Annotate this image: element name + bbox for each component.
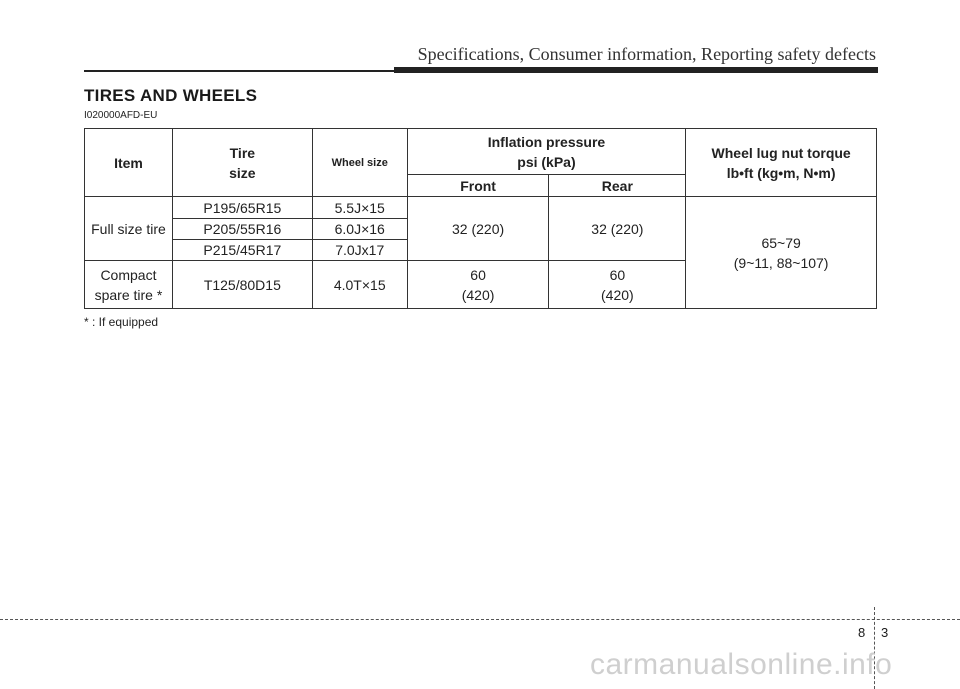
header-lug-line2: lb•ft (kg•m, N•m) xyxy=(726,164,836,181)
wheel-size-cell: 7.0Jx17 xyxy=(312,240,407,261)
compact-tire-size: T125/80D15 xyxy=(172,261,312,309)
table-row xyxy=(85,197,877,219)
compact-spare-label xyxy=(85,261,173,309)
compact-front-line2: (420) xyxy=(461,286,495,303)
compact-rear-line2: (420) xyxy=(601,286,634,303)
header-tire-size-line1: Tire xyxy=(229,144,256,161)
compact-rear-line1: 60 xyxy=(609,266,626,283)
wheel-size-cell: 5.5J×15 xyxy=(312,197,407,219)
lug-torque-value xyxy=(686,197,877,309)
bottom-dashed-rule xyxy=(0,619,960,620)
lug-torque-line2: (9~11, 88~107) xyxy=(733,254,829,271)
header-rule xyxy=(84,70,394,72)
header-tire-size xyxy=(172,129,312,197)
compact-front-line1: 60 xyxy=(470,266,486,283)
tire-size-cell: P205/55R16 xyxy=(172,219,312,240)
footnote: * : If equipped xyxy=(84,315,159,329)
header-tire-size-line2: size xyxy=(229,164,256,181)
header-inflation-line2: psi (kPa) xyxy=(517,153,576,170)
compact-label-line2: spare tire * xyxy=(94,286,163,303)
tire-size-cell: P215/45R17 xyxy=(172,240,312,261)
running-header: Specifications, Consumer information, Reporting safety defects xyxy=(417,44,876,64)
tires-wheels-table xyxy=(84,128,877,309)
full-size-front-pressure: 32 (220) xyxy=(407,197,549,261)
watermark: carmanualsonline.info xyxy=(590,648,893,681)
compact-wheel-size: 4.0T×15 xyxy=(312,261,407,309)
tire-size-cell: P195/65R15 xyxy=(172,197,312,219)
header-rear: Rear xyxy=(549,175,686,197)
page-number: 3 xyxy=(881,625,889,640)
compact-rear-pressure xyxy=(549,261,686,309)
compact-front-pressure xyxy=(407,261,549,309)
lug-torque-line1: 65~79 xyxy=(761,234,801,251)
header-lug-line1: Wheel lug nut torque xyxy=(711,144,851,161)
header-inflation xyxy=(407,129,686,175)
section-code: I020000AFD-EU xyxy=(84,110,158,121)
header-item: Item xyxy=(85,129,173,197)
wheel-size-cell: 6.0J×16 xyxy=(312,219,407,240)
full-size-rear-pressure: 32 (220) xyxy=(549,197,686,261)
full-size-label: Full size tire xyxy=(85,197,173,261)
header-bar xyxy=(394,67,878,73)
compact-label-line1: Compact xyxy=(100,266,157,283)
page-chapter: 8 xyxy=(858,625,866,640)
header-inflation-line1: Inflation pressure xyxy=(487,133,606,150)
header-front: Front xyxy=(407,175,549,197)
header-lug-torque xyxy=(686,129,877,197)
header-wheel-size: Wheel size xyxy=(312,129,407,197)
section-title: TIRES AND WHEELS xyxy=(84,86,258,105)
